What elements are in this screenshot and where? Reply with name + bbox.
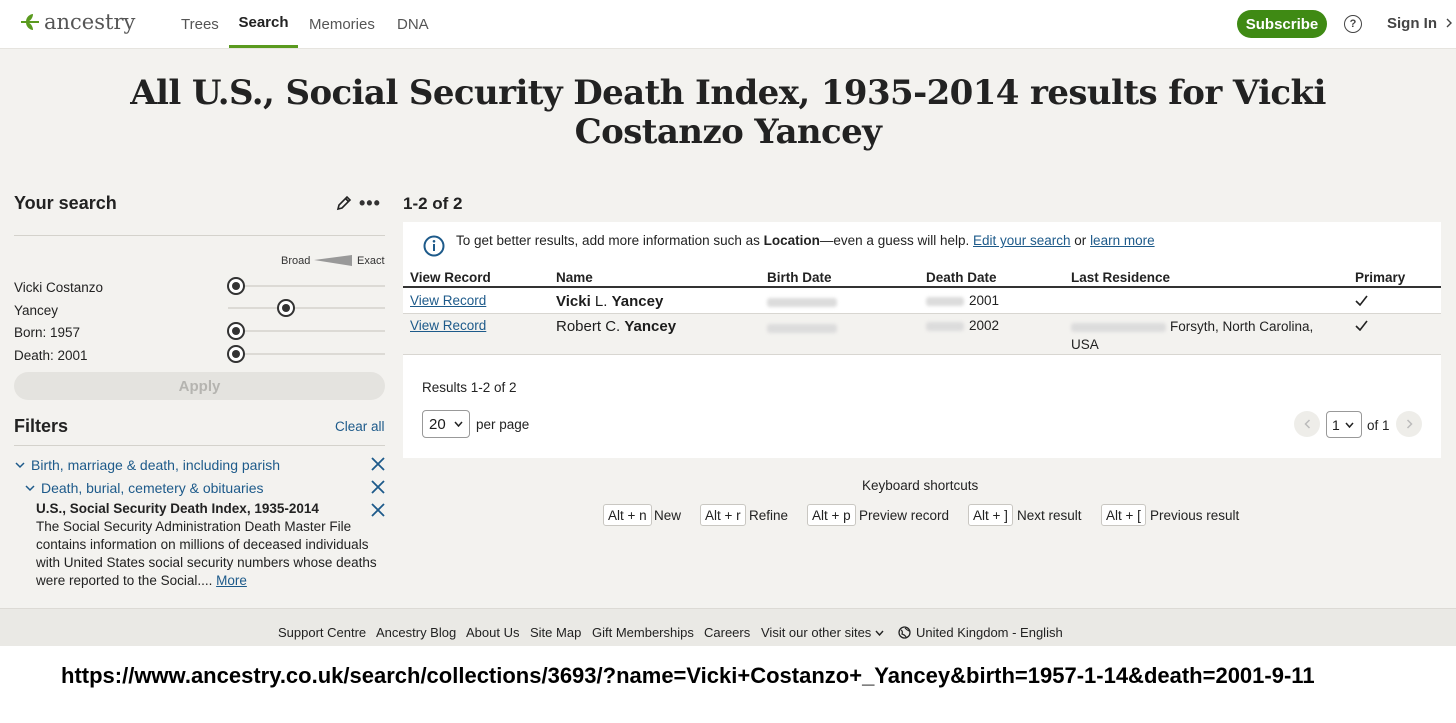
filter-label: Birth, marriage & death, including parish bbox=[31, 457, 281, 473]
previous-page-button[interactable] bbox=[1294, 411, 1320, 437]
first-name: Vicki bbox=[556, 293, 591, 310]
clear-all-link[interactable]: Clear all bbox=[335, 419, 385, 434]
per-page-select[interactable] bbox=[422, 410, 470, 438]
url-caption: https://www.ancestry.co.uk/search/collections/3693/?name=Vicki+Costanzo+_Yancey&birth=1957-1-14&death=2001-9-11 bbox=[61, 663, 1315, 688]
shortcut-key: Alt + [ bbox=[1101, 504, 1146, 526]
results-summary: Results 1-2 of 2 bbox=[422, 380, 517, 395]
collection-title: U.S., Social Security Death Index, 1935-2014 bbox=[36, 501, 319, 516]
page-value: 1 bbox=[1332, 416, 1340, 433]
footer-link-careers[interactable]: Careers bbox=[704, 625, 751, 640]
collection-description bbox=[36, 518, 381, 590]
column-header-birth-date: Birth Date bbox=[767, 270, 832, 285]
apply-button[interactable]: Apply bbox=[14, 372, 385, 400]
chevron-down-icon bbox=[875, 630, 884, 636]
birth-date-redacted bbox=[767, 294, 837, 309]
broad-label: Broad bbox=[281, 255, 311, 267]
ancestry-logo[interactable] bbox=[18, 10, 135, 34]
more-options-icon[interactable]: ••• bbox=[359, 193, 381, 213]
shortcut-label: Preview record bbox=[859, 508, 950, 523]
page-select[interactable] bbox=[1326, 411, 1362, 438]
shortcut-key: Alt + r bbox=[700, 504, 746, 526]
death-year: 2001 bbox=[969, 293, 1000, 308]
residence-line-1: Forsyth, North Carolina, bbox=[1170, 319, 1314, 334]
globe-icon bbox=[898, 626, 911, 639]
column-header-last-residence: Last Residence bbox=[1071, 270, 1171, 285]
last-name: Yancey bbox=[624, 318, 677, 335]
remove-filter-icon[interactable] bbox=[371, 457, 385, 471]
sign-in-link[interactable] bbox=[1387, 15, 1453, 32]
chevron-down-icon bbox=[15, 460, 25, 470]
more-link[interactable]: More bbox=[216, 573, 247, 588]
view-record-link[interactable]: View Record bbox=[410, 293, 487, 308]
chevron-right-icon bbox=[1406, 419, 1413, 429]
remove-filter-icon[interactable] bbox=[371, 503, 385, 517]
nav-dna[interactable]: DNA bbox=[397, 15, 429, 33]
tip-text: or bbox=[1070, 233, 1091, 248]
your-search-heading: Your search bbox=[14, 193, 117, 213]
slider-knob-name[interactable] bbox=[227, 277, 245, 295]
filters-heading: Filters bbox=[14, 416, 69, 436]
sign-in-label: Sign In bbox=[1387, 15, 1437, 32]
remove-filter-icon[interactable] bbox=[371, 480, 385, 494]
leaf-logo-icon bbox=[18, 10, 42, 34]
tip-bold: Location bbox=[763, 233, 820, 248]
nav-search[interactable]: Search bbox=[229, 0, 298, 48]
shortcut-key: Alt + ] bbox=[968, 504, 1013, 526]
table-header-rule bbox=[403, 286, 1441, 288]
collection-description-text: The Social Security Administration Death Master File contains information on millions of deceased individuals with United States social security numbers whose deaths were reported to the Social.... bbox=[36, 519, 377, 588]
page-title-line-1: All U.S., Social Security Death Index, 1935-2014 results for Vicki bbox=[130, 73, 1326, 113]
chevron-down-icon bbox=[25, 483, 35, 493]
exact-label: Exact bbox=[357, 255, 385, 267]
tip-text: To get better results, add more information such as bbox=[456, 233, 764, 248]
shortcut-label: Previous result bbox=[1150, 508, 1240, 523]
tip-text: —even a guess will help. bbox=[819, 233, 973, 248]
view-record-link[interactable]: View Record bbox=[410, 318, 487, 333]
footer-link-support[interactable]: Support Centre bbox=[278, 625, 367, 640]
last-name: Yancey bbox=[611, 293, 664, 310]
search-term-name: Vicki Costanzo bbox=[14, 280, 104, 295]
subscribe-button[interactable]: Subscribe bbox=[1237, 10, 1327, 38]
info-icon bbox=[423, 235, 445, 257]
column-header-death-date: Death Date bbox=[926, 270, 997, 285]
results-count: 1-2 of 2 bbox=[403, 194, 463, 213]
search-term-death: Death: 2001 bbox=[14, 348, 88, 363]
middle-name: C. bbox=[601, 318, 625, 335]
filter-birth-marriage-death[interactable] bbox=[15, 457, 280, 473]
search-term-born: Born: 1957 bbox=[14, 325, 81, 340]
search-tip bbox=[456, 233, 1155, 248]
residence-line-2: USA bbox=[1071, 337, 1099, 352]
learn-more-link[interactable]: learn more bbox=[1090, 233, 1155, 248]
slider-track bbox=[228, 285, 385, 287]
column-header-view-record: View Record bbox=[410, 270, 491, 285]
shortcut-label: Refine bbox=[749, 508, 789, 523]
death-year: 2002 bbox=[969, 318, 1000, 333]
slider-track bbox=[228, 353, 385, 355]
nav-memories[interactable]: Memories bbox=[309, 15, 375, 33]
page-of-label: of 1 bbox=[1367, 418, 1390, 433]
birth-date-redacted bbox=[767, 320, 837, 335]
middle-name: L. bbox=[590, 293, 612, 310]
chevron-down-icon bbox=[1345, 422, 1354, 428]
footer-link-about[interactable]: About Us bbox=[466, 625, 520, 640]
logo-text: ancestry bbox=[44, 10, 136, 34]
divider bbox=[14, 445, 385, 446]
per-page-label: per page bbox=[476, 417, 530, 432]
last-residence bbox=[1071, 318, 1313, 354]
shortcut-label: Next result bbox=[1017, 508, 1082, 523]
filter-label: Death, burial, cemetery & obituaries bbox=[41, 480, 264, 496]
checkmark-icon bbox=[1355, 295, 1368, 306]
footer-other-sites[interactable] bbox=[761, 625, 884, 640]
edit-search-link[interactable]: Edit your search bbox=[973, 233, 1071, 248]
shortcut-label: New bbox=[654, 508, 682, 523]
death-date bbox=[926, 293, 999, 308]
death-date bbox=[926, 318, 999, 333]
chevron-right-icon bbox=[1445, 18, 1453, 28]
filter-death-burial[interactable] bbox=[25, 480, 264, 496]
slider-track bbox=[228, 307, 385, 309]
locale-selector[interactable] bbox=[898, 625, 1063, 640]
broad-exact-wedge-icon bbox=[314, 255, 352, 266]
search-term-surname: Yancey bbox=[14, 303, 59, 318]
slider-knob-born[interactable] bbox=[227, 322, 245, 340]
chevron-down-icon bbox=[454, 421, 463, 427]
keyboard-shortcuts-title: Keyboard shortcuts bbox=[862, 478, 979, 493]
slider-knob-death[interactable] bbox=[227, 345, 245, 363]
chevron-left-icon bbox=[1304, 419, 1311, 429]
shortcut-key: Alt + n bbox=[603, 504, 652, 526]
footer-link-blog[interactable]: Ancestry Blog bbox=[376, 625, 457, 640]
first-name: Robert bbox=[556, 318, 602, 335]
row-divider bbox=[403, 354, 1441, 355]
column-header-name: Name bbox=[556, 270, 593, 285]
help-icon[interactable]: ? bbox=[1344, 15, 1362, 33]
edit-pencil-icon[interactable] bbox=[335, 194, 353, 212]
other-sites-label: Visit our other sites bbox=[761, 625, 872, 640]
shortcut-key: Alt + p bbox=[807, 504, 856, 526]
table-row-name bbox=[556, 318, 676, 335]
table-row-name bbox=[556, 293, 663, 310]
next-page-button[interactable] bbox=[1396, 411, 1422, 437]
page-title bbox=[0, 74, 1456, 152]
footer-link-gift[interactable]: Gift Memberships bbox=[592, 625, 694, 640]
per-page-value: 20 bbox=[429, 415, 446, 433]
divider bbox=[14, 235, 385, 236]
checkmark-icon bbox=[1355, 320, 1368, 331]
slider-knob-surname[interactable] bbox=[277, 299, 295, 317]
column-header-primary: Primary bbox=[1355, 270, 1406, 285]
page-title-line-2: Costanzo Yancey bbox=[574, 112, 882, 152]
locale-label: United Kingdom - English bbox=[916, 625, 1063, 640]
slider-track bbox=[228, 330, 385, 332]
nav-trees[interactable]: Trees bbox=[181, 15, 219, 33]
footer-link-sitemap[interactable]: Site Map bbox=[530, 625, 582, 640]
